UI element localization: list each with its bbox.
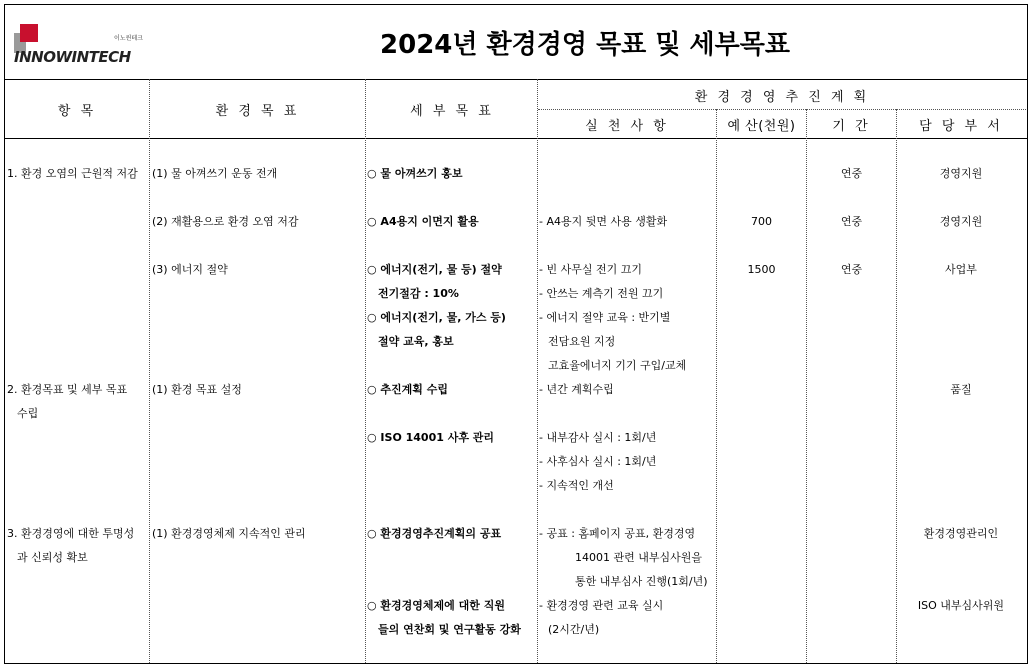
r3-action-2: - 안쓰는 계측기 전원 끄기 <box>539 287 664 300</box>
r2-detail: ○ A4용지 이면지 활용 <box>367 215 479 228</box>
header-bottom-border <box>5 138 1027 139</box>
r3-action-5: 고효율에너지 기기 구입/교체 <box>548 359 687 372</box>
r5-detail: ○ ISO 14001 사후 관리 <box>367 431 495 444</box>
r5-action-3: - 지속적인 개선 <box>539 479 614 492</box>
r6-item-2: 과 신뢰성 확보 <box>17 551 88 564</box>
r1-period: 연중 <box>840 167 863 180</box>
r4-dept: 품질 <box>950 383 972 396</box>
document-frame <box>4 4 1028 664</box>
col-divider-4 <box>716 109 717 663</box>
header-goal: 환 경 목 표 <box>215 103 300 119</box>
r3-detail-3: ○ 에너지(전기, 물, 가스 등) <box>367 311 506 324</box>
r3-action-1: - 빈 사무실 전기 끄기 <box>539 263 642 276</box>
r7-action-1: - 환경경영 관련 교육 실시 <box>539 599 664 612</box>
r7-detail-1: ○ 환경경영체제에 대한 직원 <box>367 599 505 612</box>
header-period: 기 간 <box>832 118 871 134</box>
r1-detail: ○ 물 아껴쓰기 홍보 <box>367 167 463 180</box>
col-divider-5 <box>806 109 807 663</box>
header-dept: 담 당 부 서 <box>919 118 1003 134</box>
page-title: 2024년 환경경영 목표 및 세부목표 <box>380 29 790 60</box>
r4-detail: ○ 추진계획 수립 <box>367 383 449 396</box>
r3-detail-1: ○ 에너지(전기, 물 등) 절약 <box>367 263 502 276</box>
r5-action-2: - 사후심사 실시 : 1회/년 <box>539 455 657 468</box>
r7-detail-2: 들의 연찬회 및 연구활동 강화 <box>378 623 521 636</box>
r6-goal: (1) 환경경영체제 지속적인 관리 <box>152 527 306 540</box>
logo-name: INNOWINTECH <box>14 48 131 66</box>
col-divider-3 <box>537 79 538 663</box>
header-divider <box>538 109 1026 110</box>
r1-item: 1. 환경 오염의 근원적 저감 <box>7 167 138 180</box>
r3-detail-4: 절약 교육, 홍보 <box>378 335 454 348</box>
r4-item-1: 2. 환경목표 및 세부 목표 <box>7 383 128 396</box>
r3-action-4: 전담요원 지정 <box>548 335 616 348</box>
r5-action-1: - 내부감사 실시 : 1회/년 <box>539 431 657 444</box>
r2-dept: 경영지원 <box>939 215 983 228</box>
r6-detail: ○ 환경경영추진계획의 공표 <box>367 527 502 540</box>
r2-budget: 700 <box>751 215 772 228</box>
col-divider-2 <box>365 79 366 663</box>
r4-item-2: 수립 <box>17 407 39 420</box>
r3-dept: 사업부 <box>945 263 977 276</box>
r7-action-2: (2시간/년) <box>548 623 600 636</box>
innowintech-logo <box>14 21 144 69</box>
r6-action-2: 14001 관련 내부심사원을 <box>575 551 702 564</box>
r3-goal: (3) 에너지 절약 <box>152 263 228 276</box>
r6-action-3: 통한 내부심사 진행(1회/년) <box>575 575 708 588</box>
header-plan: 환 경 경 영 추 진 계 획 <box>694 89 870 105</box>
r2-action: - A4용지 뒷면 사용 생활화 <box>539 215 668 228</box>
r3-budget: 1500 <box>747 263 776 276</box>
r4-action: - 년간 계획수립 <box>539 383 614 396</box>
r1-goal: (1) 물 아껴쓰기 운동 전개 <box>152 167 278 180</box>
r4-goal: (1) 환경 목표 설정 <box>152 383 242 396</box>
header-budget: 예 산(천원) <box>727 118 796 134</box>
r3-detail-2: 전기절감 : 10% <box>378 287 459 300</box>
col-divider-1 <box>149 79 150 663</box>
r2-goal: (2) 재활용으로 환경 오염 저감 <box>152 215 299 228</box>
r3-action-3: - 에너지 절약 교육 : 반기별 <box>539 311 671 324</box>
r3-period: 연중 <box>840 263 863 276</box>
r6-item-1: 3. 환경경영에 대한 투명성 <box>7 527 135 540</box>
r2-period: 연중 <box>840 215 863 228</box>
header-detail: 세 부 목 표 <box>410 103 494 119</box>
r6-dept: 환경경영관리인 <box>923 527 999 540</box>
r7-dept: ISO 내부심사위원 <box>917 599 1005 612</box>
title-row <box>5 5 1027 80</box>
r1-dept: 경영지원 <box>939 167 983 180</box>
header-item: 항 목 <box>57 103 97 119</box>
logo-subtext: 이노윈테크 <box>114 35 143 42</box>
r6-action-1: - 공표 : 홈페이지 공표, 환경경영 <box>539 527 696 540</box>
header-action: 실 천 사 항 <box>585 118 669 134</box>
